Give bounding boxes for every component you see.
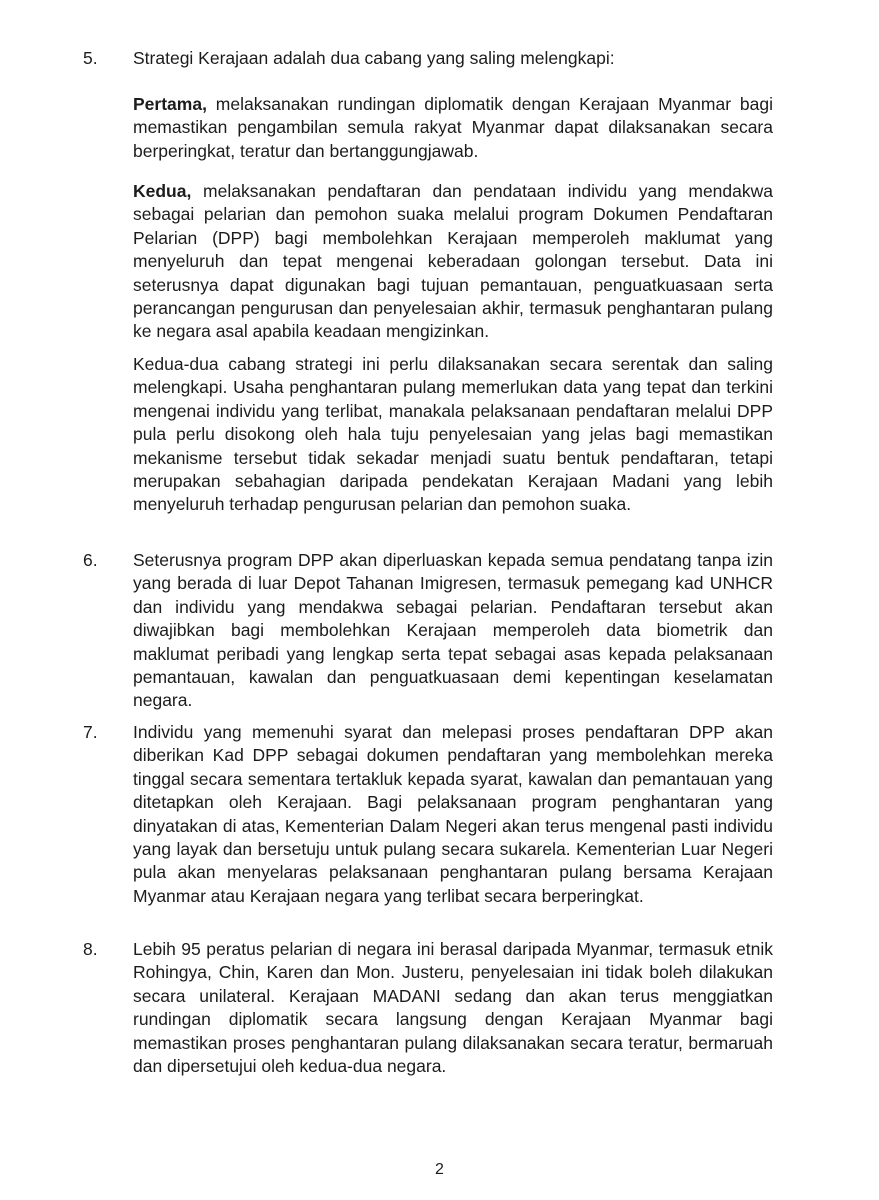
item-text: Seterusnya program DPP akan diperluaskan kepada semua pendatang tanpa izin yang berada di luar Depot Tahanan Imigresen, termasuk pemegang kad UNHCR dan individu yang mendakwa sebagai pelarian. Pendaftaran tersebut akan diwajibkan bagi membolehkan Kerajaan memperoleh data biometrik dan maklumat peribadi yang lengkap serta tepat sebagai asas kepada pelaksanaan pemantauan, kawalan dan penguatkuasaan demi kepentingan keselamatan negara. xyxy=(133,550,773,711)
page-number: 2 xyxy=(435,1161,444,1178)
item-intro: Strategi Kerajaan adalah dua cabang yang saling melengkapi: xyxy=(133,48,615,68)
item-number: 6. xyxy=(83,550,98,570)
item-body xyxy=(133,938,773,1078)
strategy-first-lead: Pertama, xyxy=(133,94,207,114)
item-body xyxy=(133,549,773,713)
item-number: 5. xyxy=(83,48,98,68)
strategy-second-text: melaksanakan pendaftaran dan pendataan individu yang mendakwa sebagai pelarian dan pemohon suaka melalui program Dokumen Pendaftaran Pelarian (DPP) bagi membolehkan Kerajaan memperoleh maklumat yang menyeluruh dan tepat mengenai keberadaan golongan tersebut. Data ini seterusnya dapat digunakan bagi tujuan pemantauan, penguatkuasaan serta perancangan pengurusan dan penyelesaian akhir, termasuk penghantaran pulang ke negara asal apabila keadaan mengizinkan. xyxy=(133,181,773,342)
strategy-closing-paragraph: Kedua-dua cabang strategi ini perlu dilaksanakan secara serentak dan saling melengkapi. Usaha penghantaran pulang memerlukan data yang tepat dan terkini mengenai individu yang terlibat, manakala pelaksanaan pendaftaran melalui DPP pula perlu disokong oleh hala tuju penyelesaian yang jelas bagi memastikan mekanisme tersebut tidak sekadar menjadi suatu bentuk pendaftaran, tetapi merupakan sebahagian daripada pendekatan Kerajaan Madani yang lebih menyeluruh terhadap pengurusan pelarian dan pemohon suaka. xyxy=(133,354,773,515)
item-body xyxy=(133,47,773,515)
item-number: 7. xyxy=(83,722,98,742)
strategy-first-text: melaksanakan rundingan diplomatik dengan Kerajaan Myanmar bagi memastikan pengambilan semula rakyat Myanmar dapat dilaksanakan secara berperingkat, teratur dan bertanggungjawab. xyxy=(133,94,773,161)
item-text: Lebih 95 peratus pelarian di negara ini berasal daripada Myanmar, termasuk etnik Rohingya, Chin, Karen dan Mon. Justeru, penyelesaian ini tidak boleh dilakukan secara unilateral. Kerajaan MADANI sedang dan akan terus menggiatkan rundingan diplomatik secara langsung dengan Kerajaan Myanmar bagi memastikan proses penghantaran pulang dilaksanakan secara teratur, bermaruah dan dipersetujui oleh kedua-dua negara. xyxy=(133,939,773,1077)
strategy-first-paragraph xyxy=(133,93,773,163)
strategy-second-paragraph xyxy=(133,180,773,344)
item-number: 8. xyxy=(83,939,98,959)
strategy-second-lead: Kedua, xyxy=(133,181,192,201)
item-text: Individu yang memenuhi syarat dan melepasi proses pendaftaran DPP akan diberikan Kad DPP sebagai dokumen pendaftaran yang membolehkan mereka tinggal secara sementara tertakluk kepada syarat, kawalan dan pemantauan yang ditetapkan oleh Kerajaan. Bagi pelaksanaan program penghantaran yang dinyatakan di atas, Kementerian Dalam Negeri akan terus mengenal pasti individu yang layak dan bersetuju untuk pulang secara sukarela. Kementerian Luar Negeri pula akan menyelaras pelaksanaan penghantaran pulang bersama Kerajaan Myanmar atau Kerajaan negara yang terlibat secara berperingkat. xyxy=(133,722,773,906)
item-body xyxy=(133,721,773,908)
